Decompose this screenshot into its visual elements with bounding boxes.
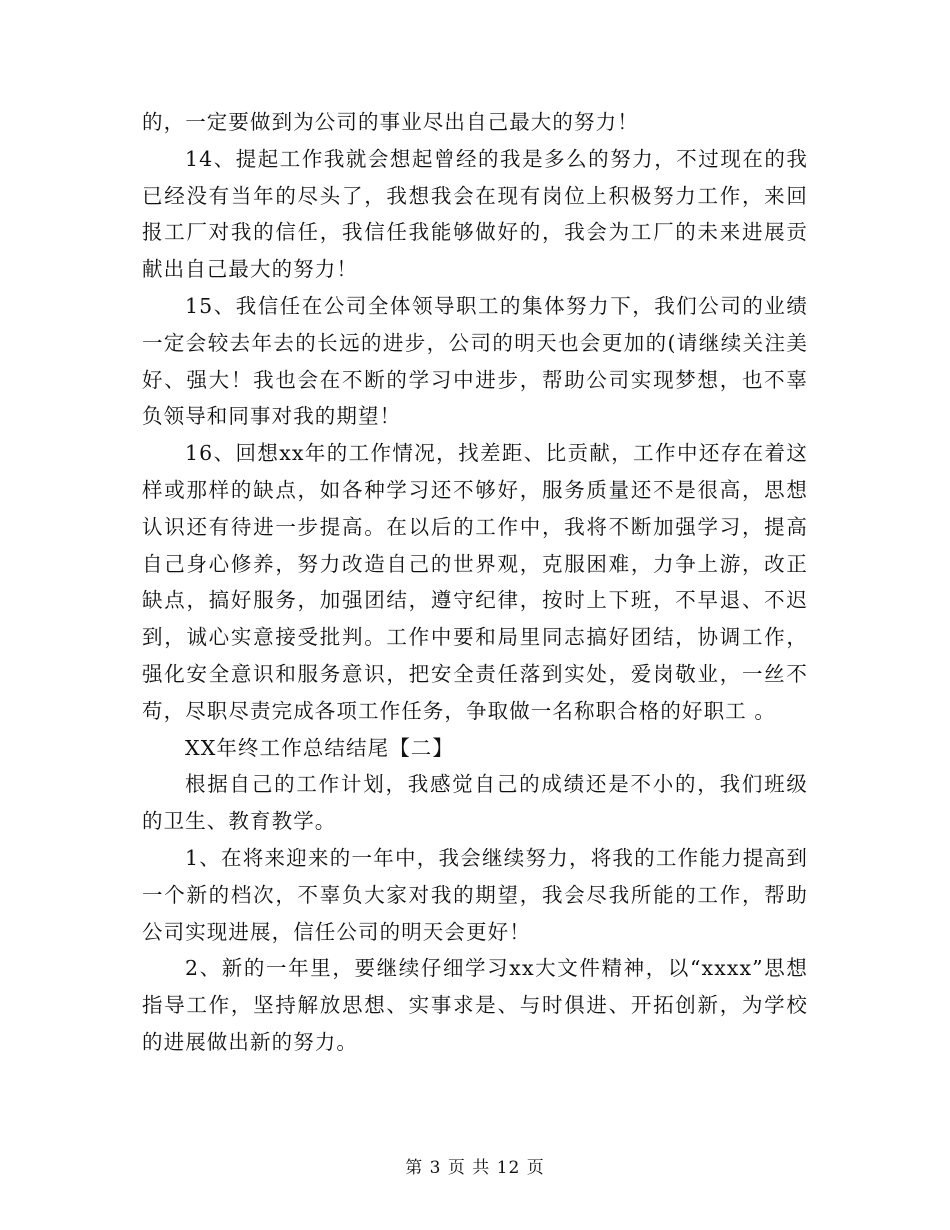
paragraph-item-16: 16、回想xx年的工作情况，找差距、比贡献，工作中还存在着这样或那样的缺点，如各种学习还不够好，服务质量还不是很高，思想认识还有待进一步提高。在以后的工作中，我将不断加强学习，提高自己身心修养，努力改造自己的世界观，克服困难，力争上游，改正缺点，搞好服务，加强团结，遵守纪律，按时上下班，不早退、不迟到，诚心实意接受批判。工作中要和局里同志搞好团结，协调工作，强化安全意识和服务意识，把安全责任落到实处，爱岗敬业，一丝不苟，尽职尽责完成各项工作任务，争取做一名称职合格的好职工 。 <box>142 441 808 723</box>
section-heading: XX年终工作总结结尾【二】 <box>185 735 454 760</box>
page-number-footer: 第 3 页 共 12 页 <box>405 1158 545 1178</box>
paragraph-item-15: 15、我信任在公司全体领导职工的集体努力下，我们公司的业绩一定会较去年去的长远的进步，公司的明天也会更加的(请继续关注美好、强大！我也会在不断的学习中进步，帮助公司实现梦想，也不辜负领导和同事对我的期望！ <box>142 293 808 429</box>
paragraph-item-14: 14、提起工作我就会想起曾经的我是多么的努力，不过现在的我已经没有当年的尽头了，我想我会在现有岗位上积极努力工作，来回报工厂对我的信任，我信任我能够做好的，我会为工厂的未来进展贡献出自己最大的努力！ <box>142 146 808 282</box>
paragraph-intro: 根据自己的工作计划，我感觉自己的成绩还是不小的，我们班级的卫生、教育教学。 <box>142 772 808 834</box>
document-body <box>142 104 808 1061</box>
paragraph-item-1: 1、在将来迎来的一年中，我会继续努力，将我的工作能力提高到一个新的档次，不辜负大家对我的期望，我会尽我所能的工作，帮助公司实现进展，信任公司的明天会更好！ <box>142 845 808 944</box>
paragraph-continuation: 的，一定要做到为公司的事业尽出自己最大的努力！ <box>142 110 639 134</box>
paragraph-item-2: 2、新的一年里，要继续仔细学习xx大文件精神，以“xxxx”思想指导工作，坚持解放思想、实事求是、与时俱进、开拓创新，为学校的进展做出新的努力。 <box>142 956 808 1054</box>
